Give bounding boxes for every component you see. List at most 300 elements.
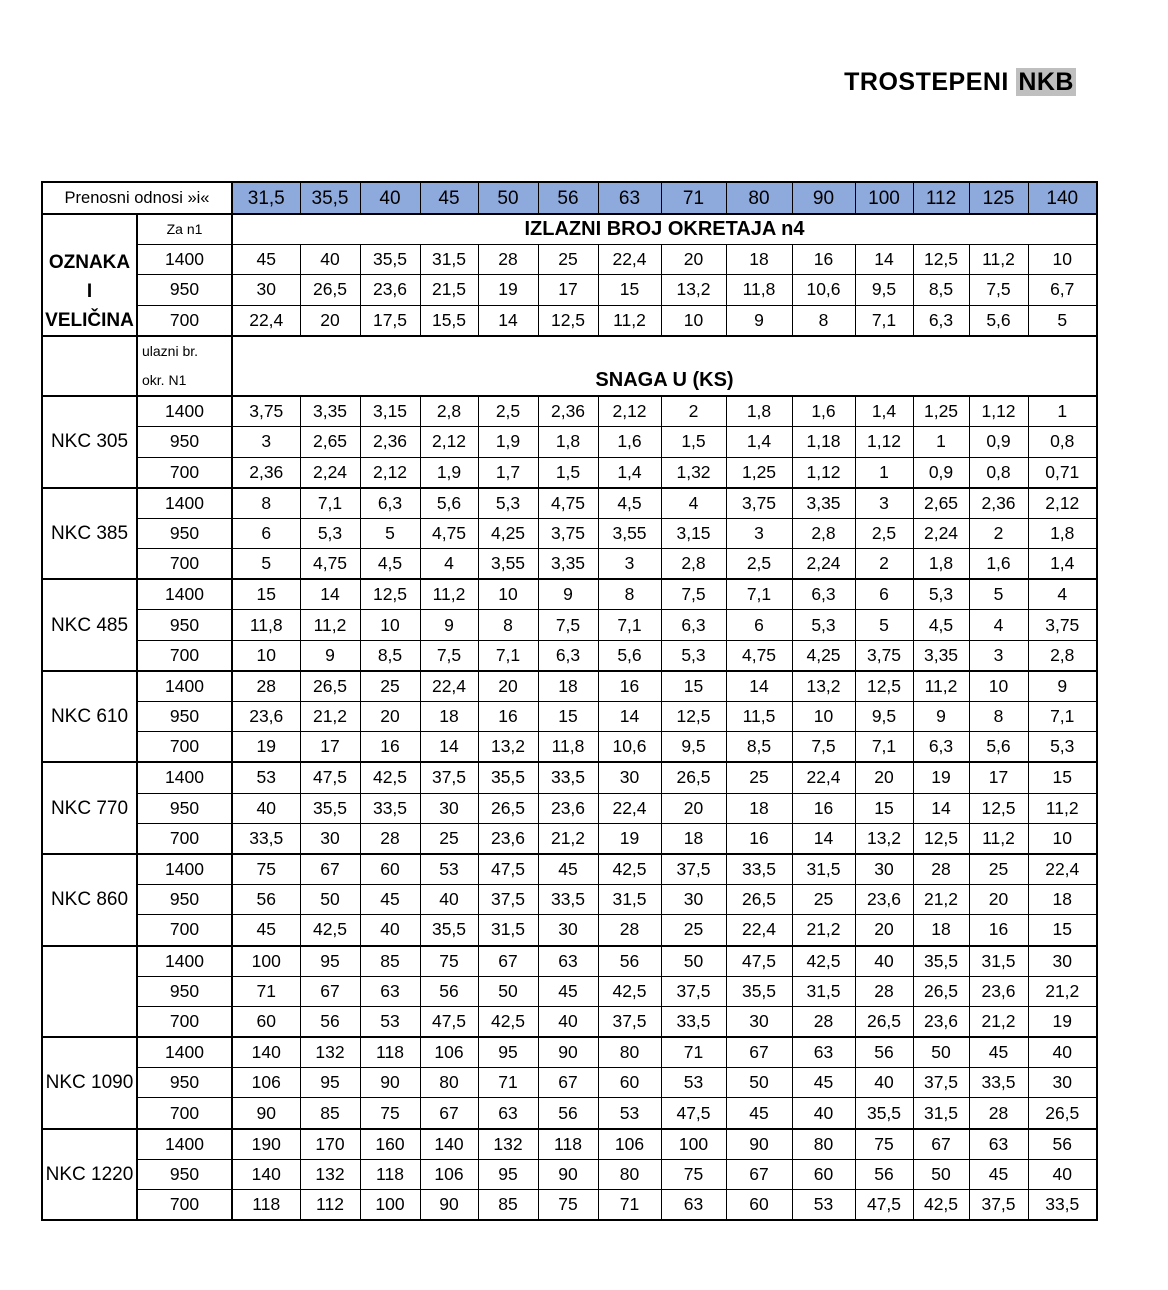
power-cell: 71 (661, 1037, 726, 1068)
power-cell: 50 (661, 946, 726, 977)
power-cell: 63 (478, 1098, 538, 1129)
model-name (42, 946, 137, 1038)
speed-cell: 17,5 (360, 305, 420, 336)
power-cell: 35,5 (726, 976, 792, 1006)
speed-cell: 21,5 (420, 275, 478, 305)
speed-cell: 10 (661, 305, 726, 336)
power-n1: 1400 (137, 488, 232, 519)
power-cell: 2 (855, 549, 913, 580)
power-cell: 4 (969, 610, 1028, 640)
power-cell: 56 (420, 976, 478, 1006)
speed-cell: 40 (300, 245, 360, 275)
power-cell: 106 (598, 1129, 661, 1160)
power-cell: 8,5 (726, 732, 792, 763)
speed-cell: 15,5 (420, 305, 478, 336)
power-cell: 5,3 (661, 640, 726, 671)
power-cell: 67 (300, 976, 360, 1006)
power-cell: 12,5 (360, 579, 420, 610)
power-cell: 3 (855, 488, 913, 519)
power-cell: 31,5 (969, 946, 1028, 977)
power-cell: 47,5 (478, 854, 538, 885)
speed-row (42, 245, 1097, 275)
power-cell: 22,4 (598, 793, 661, 823)
power-cell: 18 (661, 823, 726, 854)
power-cell: 6 (232, 518, 300, 548)
power-cell: 140 (232, 1037, 300, 1068)
power-cell: 17 (300, 732, 360, 763)
power-cell: 4,5 (360, 549, 420, 580)
speed-cell: 10,6 (792, 275, 855, 305)
speed-cell: 22,4 (232, 305, 300, 336)
power-cell: 33,5 (360, 793, 420, 823)
power-cell: 7,5 (661, 579, 726, 610)
oznaka-line: I (86, 280, 93, 302)
power-cell: 80 (792, 1129, 855, 1160)
power-cell: 45 (538, 976, 598, 1006)
power-cell: 85 (360, 946, 420, 977)
power-cell: 56 (538, 1098, 598, 1129)
power-row (42, 1129, 1097, 1160)
power-n1: 700 (137, 640, 232, 671)
power-cell: 23,6 (232, 702, 300, 732)
power-cell: 19 (598, 823, 661, 854)
power-cell: 3 (598, 549, 661, 580)
power-cell: 1,5 (661, 427, 726, 457)
power-row (42, 396, 1097, 427)
title-prefix: TROSTEPENI (844, 68, 1017, 96)
power-cell: 11,2 (913, 671, 969, 702)
power-cell: 13,2 (855, 823, 913, 854)
power-cell: 0,9 (913, 457, 969, 488)
power-cell: 8 (232, 488, 300, 519)
power-n1: 1400 (137, 579, 232, 610)
ratio-label: Prenosni odnosi »i« (42, 182, 232, 214)
speed-cell: 12,5 (913, 245, 969, 275)
power-row (42, 885, 1097, 915)
power-cell: 42,5 (360, 762, 420, 793)
oznaka-cell (42, 214, 137, 336)
speed-n1: 1400 (137, 245, 232, 275)
power-cell: 15 (855, 793, 913, 823)
speed-cell: 14 (478, 305, 538, 336)
speed-cell: 15 (598, 275, 661, 305)
power-cell: 6,3 (913, 732, 969, 763)
power-cell: 26,5 (855, 1006, 913, 1037)
power-cell: 20 (478, 671, 538, 702)
power-cell: 15 (1028, 762, 1097, 793)
power-cell: 1,9 (478, 427, 538, 457)
speed-cell: 19 (478, 275, 538, 305)
speed-cell: 12,5 (538, 305, 598, 336)
power-cell: 16 (792, 793, 855, 823)
speed-cell: 25 (538, 245, 598, 275)
ratio-header-row (42, 182, 1097, 214)
power-cell: 1,6 (598, 427, 661, 457)
power-cell: 4,75 (726, 640, 792, 671)
power-cell: 9,5 (855, 702, 913, 732)
page-title (844, 68, 1076, 97)
power-cell: 100 (661, 1129, 726, 1160)
ratio-cell: 100 (855, 182, 913, 214)
power-cell: 9 (1028, 671, 1097, 702)
power-cell: 53 (598, 1098, 661, 1129)
model-name: NKC 1090 (42, 1037, 137, 1129)
power-cell: 14 (792, 823, 855, 854)
speed-cell: 35,5 (360, 245, 420, 275)
output-speed-title: IZLAZNI BROJ OKRETAJA n4 (232, 214, 1097, 245)
power-cell: 132 (300, 1037, 360, 1068)
power-cell: 1,12 (969, 396, 1028, 427)
power-cell: 50 (913, 1159, 969, 1189)
power-cell: 1,25 (913, 396, 969, 427)
power-cell: 3 (969, 640, 1028, 671)
power-cell: 9 (538, 579, 598, 610)
power-cell: 21,2 (792, 915, 855, 946)
power-cell: 42,5 (913, 1190, 969, 1221)
power-row (42, 1098, 1097, 1129)
power-cell: 106 (420, 1037, 478, 1068)
speed-cell: 16 (792, 245, 855, 275)
power-n1: 950 (137, 1068, 232, 1098)
power-cell: 2,65 (913, 488, 969, 519)
power-cell: 19 (1028, 1006, 1097, 1037)
power-cell: 14 (598, 702, 661, 732)
power-cell: 42,5 (598, 854, 661, 885)
power-cell: 45 (538, 854, 598, 885)
power-cell: 1,8 (1028, 518, 1097, 548)
power-cell: 7,1 (726, 579, 792, 610)
power-cell: 28 (232, 671, 300, 702)
power-cell: 6,3 (360, 488, 420, 519)
power-cell: 80 (420, 1068, 478, 1098)
power-cell: 15 (538, 702, 598, 732)
power-cell: 95 (478, 1159, 538, 1189)
power-cell: 3,75 (726, 488, 792, 519)
power-cell: 31,5 (598, 885, 661, 915)
power-cell: 14 (913, 793, 969, 823)
speed-cell: 7,1 (855, 305, 913, 336)
power-row (42, 1037, 1097, 1068)
power-cell: 18 (913, 915, 969, 946)
power-cell: 37,5 (661, 976, 726, 1006)
power-cell: 1 (913, 427, 969, 457)
power-cell: 95 (478, 1037, 538, 1068)
power-cell: 118 (232, 1190, 300, 1221)
power-cell: 40 (232, 793, 300, 823)
power-cell: 23,6 (538, 793, 598, 823)
power-cell: 60 (598, 1068, 661, 1098)
ratio-cell: 63 (598, 182, 661, 214)
power-cell: 16 (478, 702, 538, 732)
power-row (42, 427, 1097, 457)
power-cell: 56 (855, 1037, 913, 1068)
power-cell: 95 (300, 946, 360, 977)
power-cell: 3,75 (1028, 610, 1097, 640)
power-cell: 30 (1028, 1068, 1097, 1098)
power-cell: 17 (969, 762, 1028, 793)
power-cell: 3,35 (300, 396, 360, 427)
power-cell: 13,2 (478, 732, 538, 763)
power-cell: 6 (855, 579, 913, 610)
power-cell: 8 (969, 702, 1028, 732)
power-cell: 30 (726, 1006, 792, 1037)
power-cell: 160 (360, 1129, 420, 1160)
power-cell: 25 (969, 854, 1028, 885)
power-row (42, 854, 1097, 885)
power-cell: 67 (420, 1098, 478, 1129)
power-cell: 5 (232, 549, 300, 580)
power-n1: 950 (137, 885, 232, 915)
power-cell: 5,3 (300, 518, 360, 548)
power-cell: 0,8 (969, 457, 1028, 488)
speed-cell: 9 (726, 305, 792, 336)
power-cell: 4,5 (913, 610, 969, 640)
power-cell: 40 (360, 915, 420, 946)
power-n1: 1400 (137, 854, 232, 885)
power-cell: 1 (855, 457, 913, 488)
power-row (42, 640, 1097, 671)
ratio-cell: 50 (478, 182, 538, 214)
power-cell: 1,8 (538, 427, 598, 457)
power-cell: 75 (420, 946, 478, 977)
power-n1: 1400 (137, 762, 232, 793)
power-cell: 31,5 (792, 976, 855, 1006)
power-cell: 19 (913, 762, 969, 793)
power-cell: 22,4 (792, 762, 855, 793)
power-cell: 12,5 (969, 793, 1028, 823)
power-cell: 63 (969, 1129, 1028, 1160)
power-n1: 1400 (137, 671, 232, 702)
power-cell: 53 (360, 1006, 420, 1037)
power-cell: 50 (300, 885, 360, 915)
power-cell: 23,6 (855, 885, 913, 915)
model-name: NKC 1220 (42, 1129, 137, 1221)
speed-cell: 20 (300, 305, 360, 336)
power-cell: 30 (538, 915, 598, 946)
speed-cell: 8,5 (913, 275, 969, 305)
power-cell: 3 (726, 518, 792, 548)
power-cell: 90 (232, 1098, 300, 1129)
power-cell: 56 (1028, 1129, 1097, 1160)
speed-cell: 23,6 (360, 275, 420, 305)
za-n1-label: Za n1 (137, 214, 232, 245)
power-cell: 100 (232, 946, 300, 977)
power-row (42, 1190, 1097, 1221)
power-cell: 7,1 (855, 732, 913, 763)
power-cell: 3,35 (538, 549, 598, 580)
power-cell: 47,5 (661, 1098, 726, 1129)
power-cell: 23,6 (913, 1006, 969, 1037)
power-cell: 4,5 (598, 488, 661, 519)
power-cell: 25 (360, 671, 420, 702)
power-cell: 45 (726, 1098, 792, 1129)
power-cell: 16 (598, 671, 661, 702)
power-cell: 26,5 (661, 762, 726, 793)
power-cell: 1 (1028, 396, 1097, 427)
power-cell: 26,5 (913, 976, 969, 1006)
power-cell: 11,2 (420, 579, 478, 610)
power-cell: 3,15 (360, 396, 420, 427)
ratio-cell: 71 (661, 182, 726, 214)
power-cell: 1,9 (420, 457, 478, 488)
power-cell: 1,18 (792, 427, 855, 457)
power-cell: 53 (420, 854, 478, 885)
power-cell: 1,4 (726, 427, 792, 457)
power-cell: 75 (538, 1190, 598, 1221)
power-cell: 45 (969, 1159, 1028, 1189)
power-n1: 950 (137, 427, 232, 457)
speed-row (42, 275, 1097, 305)
power-cell: 4,25 (792, 640, 855, 671)
power-cell: 30 (855, 854, 913, 885)
power-cell: 9,5 (661, 732, 726, 763)
power-cell: 118 (360, 1037, 420, 1068)
power-n1: 700 (137, 1098, 232, 1129)
power-cell: 67 (726, 1037, 792, 1068)
speed-cell: 5,6 (969, 305, 1028, 336)
power-cell: 40 (420, 885, 478, 915)
power-cell: 2,36 (360, 427, 420, 457)
ratio-cell: 56 (538, 182, 598, 214)
power-cell: 37,5 (969, 1190, 1028, 1221)
power-cell: 1,7 (478, 457, 538, 488)
speed-cell: 10 (1028, 245, 1097, 275)
power-n1: 950 (137, 1159, 232, 1189)
power-cell: 45 (232, 915, 300, 946)
power-cell: 3,35 (913, 640, 969, 671)
speed-n1: 950 (137, 275, 232, 305)
power-cell: 2,36 (969, 488, 1028, 519)
power-cell: 4 (661, 488, 726, 519)
power-n1: 700 (137, 457, 232, 488)
power-cell: 75 (661, 1159, 726, 1189)
power-row (42, 793, 1097, 823)
power-cell: 132 (478, 1129, 538, 1160)
power-cell: 9 (300, 640, 360, 671)
power-cell: 7,1 (598, 610, 661, 640)
power-cell: 80 (598, 1159, 661, 1189)
power-cell: 5,6 (969, 732, 1028, 763)
power-cell: 1,8 (726, 396, 792, 427)
power-cell: 10 (232, 640, 300, 671)
speed-cell: 11,8 (726, 275, 792, 305)
power-cell: 5,3 (478, 488, 538, 519)
power-cell: 11,8 (232, 610, 300, 640)
power-cell: 10,6 (598, 732, 661, 763)
ratio-cell: 31,5 (232, 182, 300, 214)
power-cell: 31,5 (913, 1098, 969, 1129)
ratio-cell: 80 (726, 182, 792, 214)
ratio-cell: 125 (969, 182, 1028, 214)
power-cell: 25 (726, 762, 792, 793)
ulazni-label-2: okr. N1 (137, 366, 232, 396)
power-cell: 53 (232, 762, 300, 793)
power-cell: 9 (420, 610, 478, 640)
power-cell: 2,5 (726, 549, 792, 580)
power-n1: 950 (137, 610, 232, 640)
power-cell: 71 (232, 976, 300, 1006)
power-cell: 40 (538, 1006, 598, 1037)
power-row (42, 976, 1097, 1006)
power-row (42, 457, 1097, 488)
ulazni-label-1: ulazni br. (137, 336, 232, 366)
power-cell: 56 (855, 1159, 913, 1189)
power-cell: 10 (1028, 823, 1097, 854)
power-n1: 950 (137, 518, 232, 548)
power-row (42, 732, 1097, 763)
power-cell: 6,3 (538, 640, 598, 671)
power-cell: 75 (855, 1129, 913, 1160)
power-cell: 12,5 (661, 702, 726, 732)
speed-cell: 26,5 (300, 275, 360, 305)
power-cell: 26,5 (1028, 1098, 1097, 1129)
power-cell: 90 (360, 1068, 420, 1098)
power-cell: 26,5 (726, 885, 792, 915)
power-n1: 700 (137, 1006, 232, 1037)
power-cell: 35,5 (420, 915, 478, 946)
power-cell: 7,1 (300, 488, 360, 519)
power-cell: 37,5 (661, 854, 726, 885)
ratio-cell: 40 (360, 182, 420, 214)
power-cell: 71 (598, 1190, 661, 1221)
power-row (42, 1159, 1097, 1189)
power-cell: 2,36 (232, 457, 300, 488)
power-cell: 53 (792, 1190, 855, 1221)
speed-cell: 5 (1028, 305, 1097, 336)
power-cell: 2,65 (300, 427, 360, 457)
power-cell: 2,36 (538, 396, 598, 427)
power-n1: 700 (137, 915, 232, 946)
power-cell: 42,5 (598, 976, 661, 1006)
power-row (42, 549, 1097, 580)
power-cell: 5,3 (792, 610, 855, 640)
title-highlight: NKB (1018, 68, 1074, 96)
speed-cell: 11,2 (969, 245, 1028, 275)
power-cell: 75 (232, 854, 300, 885)
power-cell: 71 (478, 1068, 538, 1098)
power-cell: 3,35 (792, 488, 855, 519)
power-cell: 118 (538, 1129, 598, 1160)
power-cell: 2,8 (420, 396, 478, 427)
speed-row (42, 305, 1097, 336)
power-cell: 16 (360, 732, 420, 763)
power-cell: 75 (360, 1098, 420, 1129)
power-cell: 67 (913, 1129, 969, 1160)
power-cell: 22,4 (1028, 854, 1097, 885)
model-name: NKC 860 (42, 854, 137, 946)
power-cell: 31,5 (792, 854, 855, 885)
power-cell: 15 (1028, 915, 1097, 946)
power-cell: 40 (855, 1068, 913, 1098)
power-cell: 11,2 (1028, 793, 1097, 823)
power-cell: 1,6 (792, 396, 855, 427)
power-cell: 140 (232, 1159, 300, 1189)
power-cell: 5,6 (420, 488, 478, 519)
power-row (42, 579, 1097, 610)
speed-cell: 14 (855, 245, 913, 275)
power-cell: 4,25 (478, 518, 538, 548)
power-cell: 14 (420, 732, 478, 763)
power-cell: 56 (232, 885, 300, 915)
power-cell: 90 (726, 1129, 792, 1160)
power-cell: 14 (726, 671, 792, 702)
power-title: SNAGA U (KS) (232, 336, 1097, 396)
power-cell: 85 (478, 1190, 538, 1221)
power-cell: 28 (792, 1006, 855, 1037)
power-n1: 1400 (137, 396, 232, 427)
power-cell: 11,5 (726, 702, 792, 732)
speed-cell: 45 (232, 245, 300, 275)
